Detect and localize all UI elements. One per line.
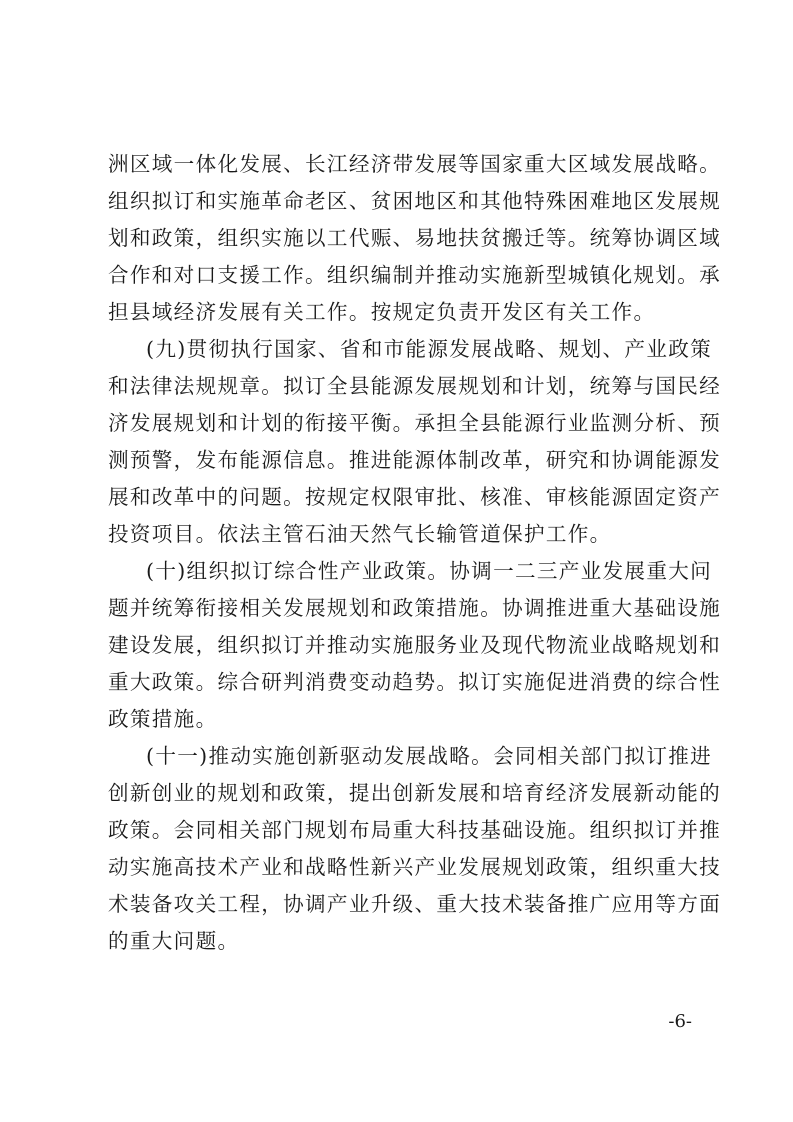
paragraph-line: 担县域经济发展有关工作。按规定负责开发区有关工作。 — [108, 300, 656, 324]
paragraph-line: 动实施高技术产业和战略性新兴产业发展规划政策，组织重大技 — [108, 855, 722, 879]
paragraph-line: 政策。会同相关部门规划布局重大科技基础设施。组织拟订并推 — [108, 818, 722, 842]
paragraph-line: 建设发展，组织拟订并推动实施服务业及现代物流业战略规划和 — [108, 633, 722, 657]
paragraph-line: 和法律法规规章。拟订全县能源发展规划和计划，统筹与国民经 — [108, 374, 722, 398]
paragraph-line: 展和改革中的问题。按规定权限审批、核准、审核能源固定资产 — [108, 485, 722, 509]
paragraph-line: 济发展规划和计划的衔接平衡。承担全县能源行业监测分析、预 — [108, 411, 722, 435]
paragraph-line: (十一)推动实施创新驱动发展战略。会同相关部门拟订推进 — [146, 744, 713, 768]
paragraph-line: 洲区域一体化发展、长江经济带发展等国家重大区域发展战略。 — [108, 152, 722, 176]
paragraph-line: 合作和对口支援工作。组织编制并推动实施新型城镇化规划。承 — [108, 263, 722, 287]
paragraph-energy-strategy — [108, 331, 722, 553]
paragraph-line: 术装备攻关工程，协调产业升级、重大技术装备推广应用等方面 — [108, 892, 722, 916]
paragraph-line: 创新创业的规划和政策，提出创新发展和培育经济发展新动能的 — [108, 781, 722, 805]
paragraph-line: (九)贯彻执行国家、省和市能源发展战略、规划、产业政策 — [146, 337, 713, 361]
paragraph-line: 投资项目。依法主管石油天然气长输管道保护工作。 — [108, 522, 612, 546]
paragraph-line: 政策措施。 — [108, 707, 218, 731]
page-number: -6- — [668, 1011, 692, 1032]
paragraph-innovation-strategy — [108, 738, 722, 960]
paragraph-line: 的重大问题。 — [108, 929, 240, 953]
paragraph-line: 题并统筹衔接相关发展规划和政策措施。协调推进重大基础设施 — [108, 596, 722, 620]
document-body — [108, 146, 722, 960]
paragraph-line: 划和政策，组织实施以工代赈、易地扶贫搬迁等。统筹协调区域 — [108, 226, 722, 250]
paragraph-regional-development — [108, 146, 722, 331]
paragraph-line: 重大政策。综合研判消费变动趋势。拟订实施促进消费的综合性 — [108, 670, 722, 694]
paragraph-industrial-policy — [108, 553, 722, 738]
paragraph-line: (十)组织拟订综合性产业政策。协调一二三产业发展重大问 — [146, 559, 713, 583]
paragraph-line: 组织拟订和实施革命老区、贫困地区和其他特殊困难地区发展规 — [108, 189, 722, 213]
paragraph-line: 测预警，发布能源信息。推进能源体制改革，研究和协调能源发 — [108, 448, 722, 472]
